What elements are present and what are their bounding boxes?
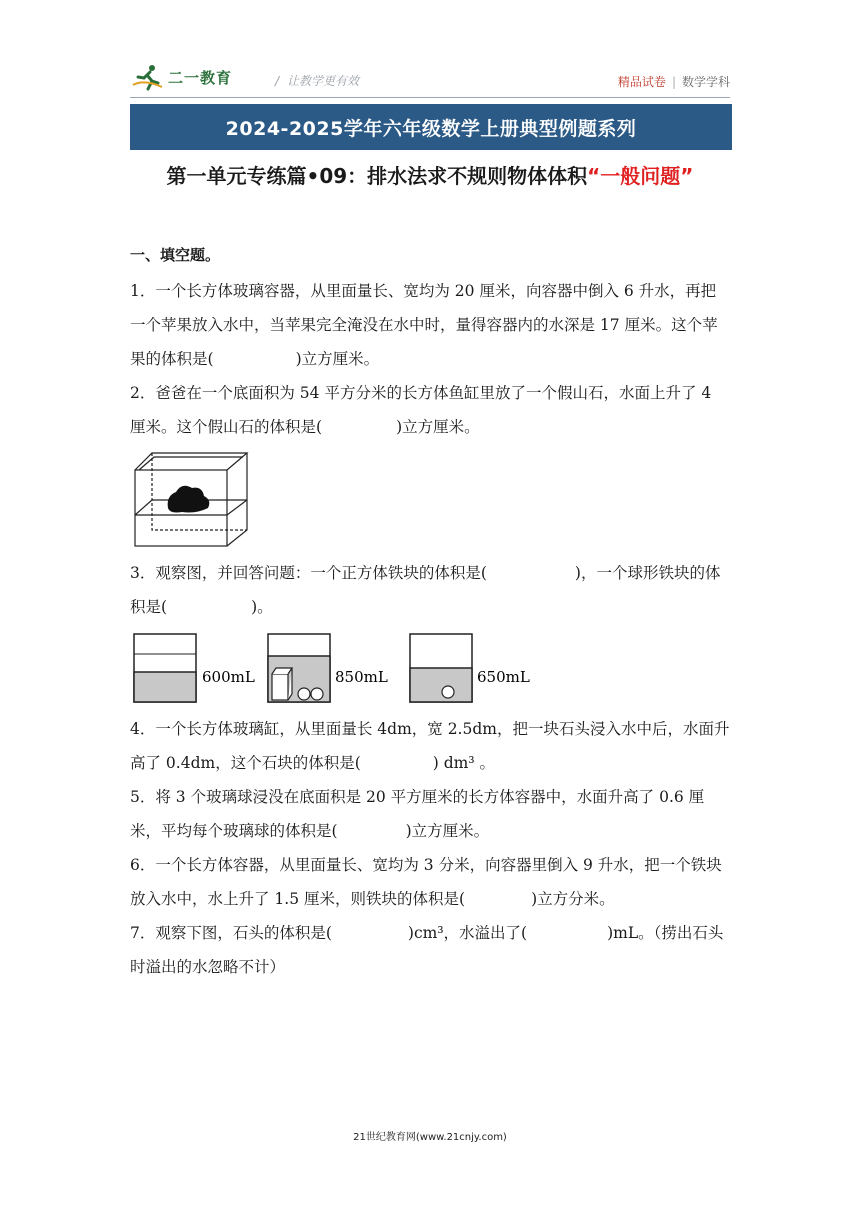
question-2 (130, 376, 730, 444)
q4-text: 4．一个长方体玻璃缸，从里面量长 4dm，宽 2.5dm，把一块石头浸入水中后，水面升高了 0.4dm，这个石块的体积是( (130, 720, 730, 772)
tag-quality: 精品试卷 (617, 75, 666, 89)
fish-tank-figure (132, 450, 252, 550)
question-4 (130, 712, 730, 780)
section-title: 一、填空题。 (130, 246, 221, 264)
q3-text: 3．观察图，并回答问题：一个正方体铁块的体积是( (130, 564, 487, 582)
title-banner (130, 104, 732, 150)
question-3 (130, 556, 730, 624)
slogan-text: 让教学更有效 (287, 74, 360, 88)
q1-text: 1．一个长方体玻璃容器，从里面量长、宽均为 20 厘米，向容器中倒入 6 升水，再把一个苹果放入水中，当苹果完全淹没在水中时，量得容器内的水深是 17 厘米。这个苹果的体积是( (130, 282, 718, 368)
label-850ml: 850mL (335, 668, 388, 686)
logo (130, 62, 290, 92)
label-600ml: 600mL (202, 668, 255, 686)
q5-text: 5．将 3 个玻璃球浸没在底面积是 20 平方厘米的长方体容器中，水面升高了 0.6 厘米，平均每个玻璃球的体积是( (130, 788, 705, 840)
header-tags: 精品试卷 | 数学学科 (617, 75, 730, 89)
label-650ml: 650mL (477, 668, 530, 686)
question-5 (130, 780, 730, 848)
logo-text: 二一教育 (168, 68, 233, 87)
q7-text: 7．观察下图，石头的体积是( (130, 924, 332, 942)
slogan: / 让教学更有效 (275, 74, 360, 88)
question-6 (130, 848, 730, 916)
subtitle-main: 第一单元专练篇•09：排水法求不规则物体体积 (166, 164, 588, 188)
q3-text-end: )。 (251, 598, 273, 616)
banner-title: 2024-2025学年六年级数学上册典型例题系列 (225, 117, 637, 140)
runner-logo-icon (130, 63, 166, 91)
q4-text-end: ) dm³ 。 (432, 754, 495, 772)
subtitle (130, 158, 730, 194)
container-600ml (134, 634, 255, 702)
container-650ml (410, 634, 530, 702)
page-header (130, 62, 730, 98)
q6-text: 6．一个长方体容器，从里面量长、宽均为 3 分米，向容器里倒入 9 升水，把一个铁块放入水中，水上升了 1.5 厘米，则铁块的体积是( (130, 856, 722, 908)
q7-text-end: )mL。（捞出石头时溢出的水忽略不计） (130, 924, 724, 976)
question-7 (130, 916, 730, 984)
q5-text-end: )立方厘米。 (405, 822, 490, 840)
tag-subject: 数学学科 (681, 75, 730, 89)
q2-text: 2．爸爸在一个底面积为 54 平方分米的长方体鱼缸里放了一个假山石，水面上升了 4 厘米。这个假山石的体积是( (130, 384, 712, 436)
container-850ml (268, 634, 388, 702)
question-1 (130, 274, 730, 376)
subtitle-highlight: “一般问题” (587, 164, 694, 188)
containers-figure (130, 630, 550, 710)
page-footer: 21世纪教育网(www.21cnjy.com) (353, 1132, 507, 1143)
q1-text-end: )立方厘米。 (295, 350, 380, 368)
q3-text-mid: )，一个球形铁块的体积是( (130, 564, 721, 616)
q7-text-mid: )cm³，水溢出了( (407, 924, 528, 942)
q2-text-end: )立方厘米。 (396, 418, 480, 436)
q6-text-end: )立方分米。 (531, 890, 615, 908)
